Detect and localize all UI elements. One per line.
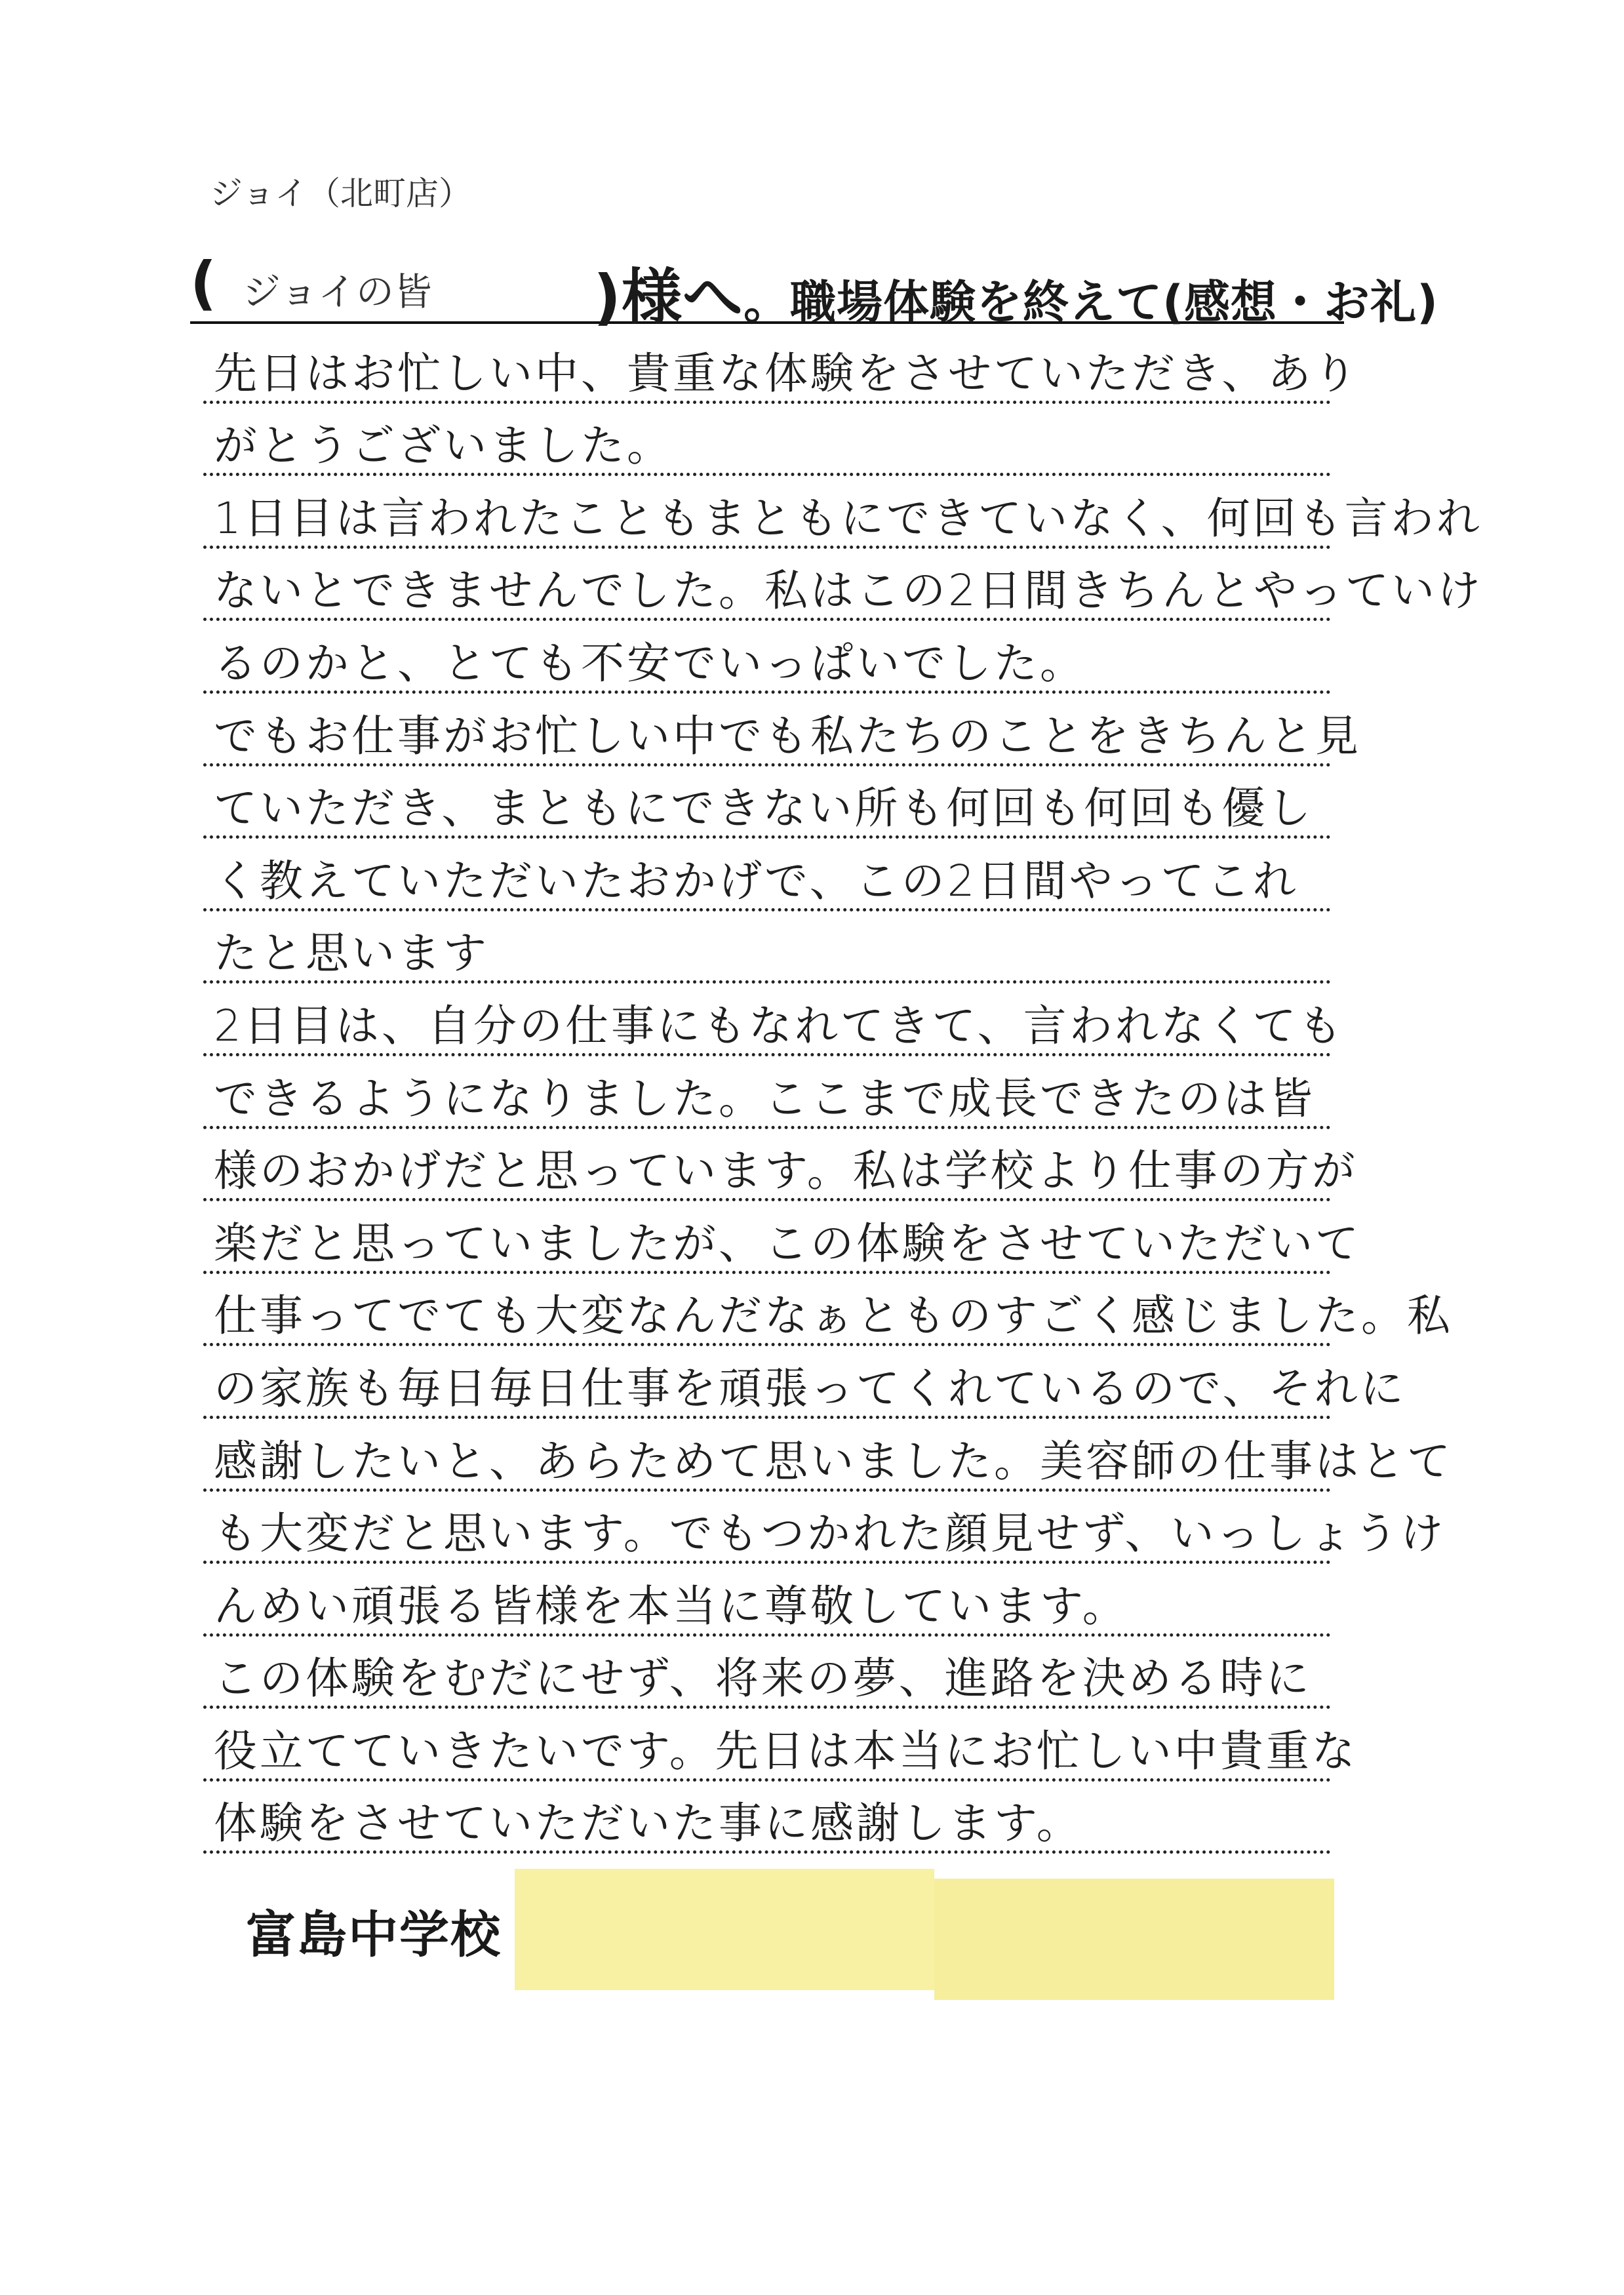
letter-line: たと思います: [203, 911, 1331, 984]
header-paren-open: (: [190, 249, 217, 317]
letter-line: 役立てていきたいです。先日は本当にお忙しい中貴重な: [203, 1709, 1331, 1782]
header-title: [593, 249, 1438, 336]
letter-line: く教えていただいたおかげで、この2日間やってこれ: [203, 839, 1331, 911]
letter-body-lines: [203, 331, 1483, 1854]
addressee-field: ジョイの皆: [243, 269, 432, 314]
letter-line: んめい頑張る皆様を本当に尊敬しています。: [203, 1564, 1331, 1637]
letter-line: 2日目は、自分の仕事にもなれてきて、言われなくても: [203, 984, 1331, 1056]
letter-header: [190, 249, 1439, 332]
redaction-sticker: [934, 1879, 1334, 2000]
redaction-sticker: [515, 1869, 934, 1990]
letter-line: 仕事ってでても大変なんだなぁとものすごく感じました。私: [203, 1274, 1331, 1347]
letter-line: ないとできませんでした。私はこの2日間きちんとやっていけ: [203, 549, 1331, 622]
letter-line: 先日はお忙しい中、貴重な体験をさせていただき、あり: [203, 331, 1331, 404]
letter-line: でもお仕事がお忙しい中でも私たちのことをきちんと見: [203, 694, 1331, 767]
header-title-subject: 。職場体験を終えて(感想・お礼): [743, 275, 1439, 329]
letter-line: 様のおかげだと思っています。私は学校より仕事の方が: [203, 1129, 1331, 1202]
letter-line: るのかと、とても不安でいっぱいでした。: [203, 621, 1331, 694]
letter-line: 体験をさせていただいた事に感謝します。: [203, 1782, 1331, 1854]
letter-line: 1日目は言われたこともまともにできていなく、何回も言われ: [203, 476, 1331, 549]
letter-line: がとうございました。: [203, 404, 1331, 477]
letter-line: の家族も毎日毎日仕事を頑張ってくれているので、それに: [203, 1346, 1331, 1419]
store-name-note: ジョイ（北町店）: [210, 174, 471, 212]
header-title-sama: )様へ: [593, 262, 744, 332]
letter-line: も大変だと思います。でもつかれた顔見せず、いっしょうけ: [203, 1492, 1331, 1565]
letter-line: できるようになりました。ここまで成長できたのは皆: [203, 1056, 1331, 1129]
letter-line: 感謝したいと、あらためて思いました。美容師の仕事はとて: [203, 1419, 1331, 1492]
letter-line: ていただき、まともにできない所も何回も何回も優し: [203, 767, 1331, 839]
letter-line: この体験をむだにせず、将来の夢、進路を決める時に: [203, 1637, 1331, 1709]
school-name: 富島中学校: [246, 1906, 502, 1964]
letter-line: 楽だと思っていましたが、この体験をさせていただいて: [203, 1201, 1331, 1274]
